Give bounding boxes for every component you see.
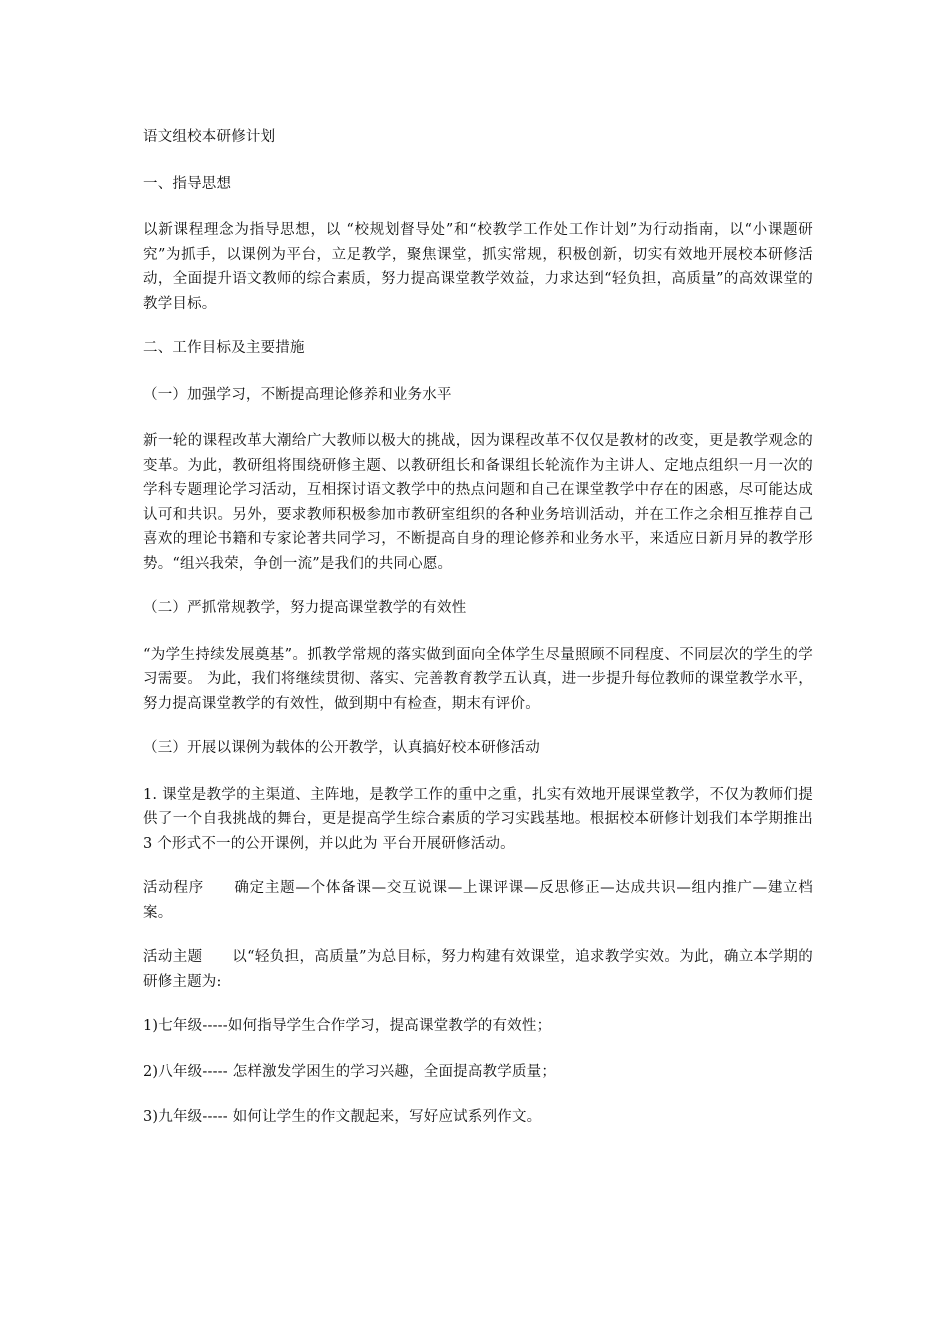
list-item-grade-7: 1)七年级-----如何指导学生合作学习，提高课堂教学的有效性；	[143, 1018, 552, 1034]
paragraph-activity-theme: 活动主题 以“轻负担，高质量”为总目标，努力构建有效课堂，追求教学实效。为此，确立本学期的研修主题为:	[143, 949, 813, 990]
subsection-heading-open-teaching: （三）开展以课例为载体的公开教学，认真搞好校本研修活动	[143, 740, 540, 756]
paragraph-item-1: 1. 课堂是教学的主渠道、主阵地，是教学工作的重中之重，扎实有效地开展课堂教学，不仅为教师们提供了一个自我挑战的舞台，更是提高学生综合素质的学习实践基地。根据校本研修计划我们本学期推出 3 个形式不一的公开课例，并以此为 平台开展研修活动。	[143, 786, 813, 852]
document-title: 语文组校本研修计划	[143, 129, 276, 145]
subsection-heading-routine-teaching: （二）严抓常规教学，努力提高课堂教学的有效性	[143, 600, 467, 616]
section-heading-guiding-ideology: 一、指导思想	[143, 175, 232, 192]
paragraph-activity-procedure: 活动程序 确定主题—个体备课—交互说课—上课评课—反思修正—达成共识—组内推广—建立档案。	[143, 880, 813, 921]
document-body	[143, 125, 813, 1151]
paragraph-study: 新一轮的课程改革大潮给广大教师以极大的挑战，因为课程改革不仅仅是教材的改变，更是教学观念的变革。为此，教研组将围绕研修主题、以教研组长和备课组长轮流作为主讲人、定地点组织一月一次的学科专题理论学习活动，互相探讨语文教学中的热点问题和自己在课堂教学中存在的困惑，尽可能达成认可和共识。另外，要求教师积极参加市教研室组织的各种业务培训活动，并在工作之余相互推荐自己喜欢的理论书籍和专家论著共同学习，不断提高自身的理论修养和业务水平，来适应日新月异的教学形势。“组兴我荣，争创一流”是我们的共同心愿。	[143, 433, 813, 572]
paragraph-guiding-ideology: 以新课程理念为指导思想，以 “校规划督导处”和“校教学工作处工作计划”为行动指南，以“小课题研究”为抓手，以课例为平台，立足教学，聚焦课堂，抓实常规，积极创新，切实有效地开展校本研修活动，全面提升语文教师的综合素质，努力提高课堂教学效益，力求达到“轻负担，高质量”的高效课堂的教学目标。	[143, 222, 813, 312]
paragraph-routine-teaching: “为学生持续发展奠基”。抓教学常规的落实做到面向全体学生尽量照顾不同程度、不同层次的学生的学习需要。 为此，我们将继续贯彻、落实、完善教育教学五认真，进一步提升每位教师的课堂教学水平，努力提高课堂教学的有效性，做到期中有检查，期末有评价。	[143, 646, 813, 712]
list-item-grade-8: 2)八年级----- 怎样激发学困生的学习兴趣，全面提高教学质量；	[143, 1063, 557, 1080]
list-item-grade-9: 3)九年级----- 如何让学生的作文靓起来，写好应试系列作文。	[143, 1109, 542, 1125]
section-heading-goals-measures: 二、工作目标及主要措施	[143, 340, 305, 356]
subsection-heading-study: （一）加强学习，不断提高理论修养和业务水平	[143, 386, 452, 403]
